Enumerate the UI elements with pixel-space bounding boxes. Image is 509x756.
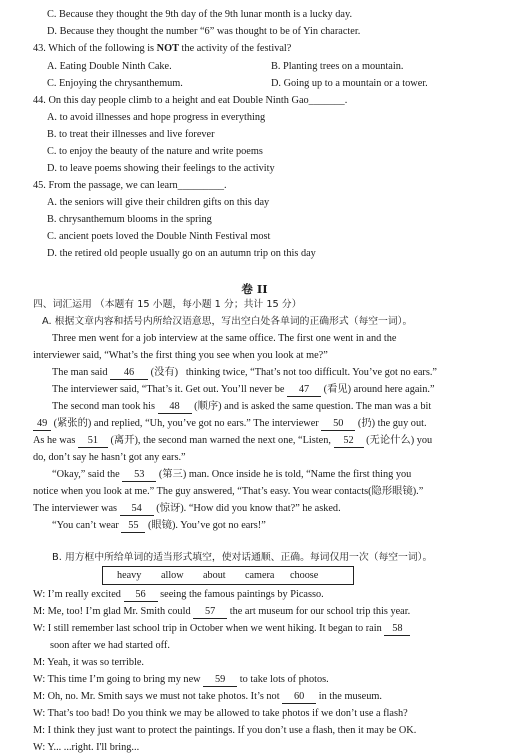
text: W: I’m really excited (33, 589, 121, 600)
text: W: I still remember last school trip in October when we went hiking. It began to rain (33, 623, 382, 634)
question-line-11: A. the seniors will give their children gifts on this day (47, 197, 270, 208)
text: (紧张的) and replied, “Uh, you’ve got no ears.” The interviewer (53, 418, 319, 429)
question-line-6: A. to avoid illnesses and hope progress in everything (47, 112, 266, 123)
blank-50[interactable]: 50 (321, 417, 355, 431)
partB-instruction: B. 用方框中所给单词的适当形式填空，使对话通顺、正确。每词仅用一次（每空一词）。 (52, 552, 433, 563)
blank-52[interactable]: 52 (334, 434, 364, 448)
dialogue-line-60 (33, 688, 382, 705)
text: The second man took his (52, 401, 155, 412)
blank-59[interactable]: 59 (203, 673, 237, 687)
text: M: Oh, no. Mr. Smith says we must not take photos. It’s not (33, 691, 280, 702)
text: in the museum. (318, 691, 382, 702)
question-line-4: C. Enjoying the chrysanthemum. (47, 78, 183, 89)
text: The man said (52, 367, 108, 378)
question-line-13: C. ancient poets loved the Double Ninth Festival most (47, 231, 271, 242)
text: to take lots of photos. (239, 674, 329, 685)
text: (没有) thinking twice, “That’s not too difficult. You’ve got no ears.” (150, 367, 438, 378)
text: “Okay,” said the (52, 469, 120, 480)
text: (眼镜). You’ve got no ears!” (147, 520, 266, 531)
text: the art museum for our school trip this year. (229, 606, 411, 617)
text: (顺序) and is asked the same question. The man was a bit (194, 401, 432, 412)
passage-line: notice when you look at me.” The guy answered, “That’s easy. You wear contacts(隐形眼镜).” (33, 486, 424, 497)
dialogue-line: M: Yeah, it was so terrible. (33, 657, 144, 668)
word-box (102, 566, 354, 585)
blank-51[interactable]: 51 (78, 434, 108, 448)
blank-46[interactable]: 46 (110, 366, 148, 380)
passage-line-48 (52, 398, 431, 415)
question-line-8: C. to enjoy the beauty of the nature and write poems (47, 146, 263, 157)
dialogue-line: soon after we had started off. (50, 640, 170, 651)
blank-56[interactable]: 56 (124, 588, 158, 602)
dialogue-line: W: That’s too bad! Do you think we may be allowed to take photos if we don’t use a flash? (33, 708, 408, 719)
blank-54[interactable]: 54 (120, 502, 154, 516)
passage-line: Three men went for a job interview at the same office. The first one went in and the (52, 333, 397, 344)
passage-line-54 (33, 500, 341, 517)
question-line-12: B. chrysanthemum blooms in the spring (47, 214, 212, 225)
text: (看见) around here again.” (323, 384, 435, 395)
question-line-7: B. to treat their illnesses and live forever (47, 129, 215, 140)
passage-line-46 (52, 364, 437, 381)
text: M: Me, too! I’m glad Mr. Smith could (33, 606, 191, 617)
dialogue-line-56 (33, 586, 324, 603)
question-line-10: 45. From the passage, we can learn_________. (33, 180, 227, 191)
dialogue-line-58 (33, 620, 410, 637)
passage-line-47 (52, 381, 435, 398)
text: The interviewer said, “That’s it. Get out. You’ll never be (52, 384, 285, 395)
blank-47[interactable]: 47 (287, 383, 321, 397)
passage-line: interviewer said, “What’s the first thing you see when you look at me?” (33, 350, 328, 361)
text: “You can’t wear (52, 520, 119, 531)
blank-55[interactable]: 55 (121, 519, 145, 533)
dialogue-line: M: I think they just want to protect the paintings. If you don’t use a flash, then it may be OK. (33, 725, 417, 736)
blank-53[interactable]: 53 (122, 468, 156, 482)
section-title: 卷 II (241, 282, 268, 296)
text: (无论什么) you (366, 435, 433, 446)
question-line-14: D. the retired old people usually go on an autumn trip on this day (47, 248, 316, 259)
blank-57[interactable]: 57 (193, 605, 227, 619)
q43-option-right-1: D. Going up to a mountain or a tower. (271, 78, 428, 89)
text: (第三) man. Once inside he is told, “Name the first thing you (158, 469, 412, 480)
text: (扔) the guy out. (357, 418, 427, 429)
word-box-item: allow (161, 570, 184, 581)
passage-line-49 (33, 415, 427, 432)
question-line-1: D. Because they thought the number “6” was thought to be of Yin character. (47, 26, 361, 37)
question-line-9: D. to leave poems showing their feelings to the activity (47, 163, 275, 174)
text: W: This time I’m going to bring my new (33, 674, 201, 685)
dialogue-line-cut: W: Y... ...right. I'll bring... (33, 742, 140, 753)
question-line-2: 43. Which of the following is NOT the activity of the festival? (33, 43, 292, 54)
q43-option-right-0: B. Planting trees on a mountain. (271, 61, 404, 72)
dialogue-line-57 (33, 603, 410, 620)
blank-58[interactable]: 58 (384, 622, 410, 636)
text: seeing the famous paintings by Picasso. (160, 589, 324, 600)
word-box-item: choose (290, 570, 319, 581)
question-line-0: C. Because they thought the 9th day of the 9th lunar month is a lucky day. (47, 9, 353, 20)
text: The interviewer was (33, 503, 118, 514)
passage-line-53 (52, 466, 411, 483)
word-box-item: heavy (117, 570, 142, 581)
part4-heading: 四、词汇运用 （本题有 15 小题，每小题 1 分；共计 15 分） (33, 299, 302, 310)
partA-instruction: A. 根据文章内容和括号内所给汉语意思，写出空白处各单词的正确形式（每空一词）。 (42, 316, 413, 327)
word-box-item: about (203, 570, 226, 581)
blank-60[interactable]: 60 (282, 690, 316, 704)
question-line-5: 44. On this day people climb to a height and eat Double Ninth Gao_______. (33, 95, 348, 106)
blank-49[interactable]: 49 (33, 417, 51, 431)
passage-line: do, don’t say he hasn’t got any ears.” (33, 452, 186, 463)
passage-line-51 (33, 432, 432, 449)
blank-48[interactable]: 48 (158, 400, 192, 414)
question-line-3: A. Eating Double Ninth Cake. (47, 61, 172, 72)
dialogue-line-59 (33, 671, 329, 688)
text: (离开), the second man warned the next one, “Listen, (110, 435, 331, 446)
word-box-item: camera (245, 570, 275, 581)
text: As he was (33, 435, 76, 446)
text: (惊讶). “How did you know that?” he asked. (156, 503, 341, 514)
passage-line-55 (52, 517, 266, 534)
